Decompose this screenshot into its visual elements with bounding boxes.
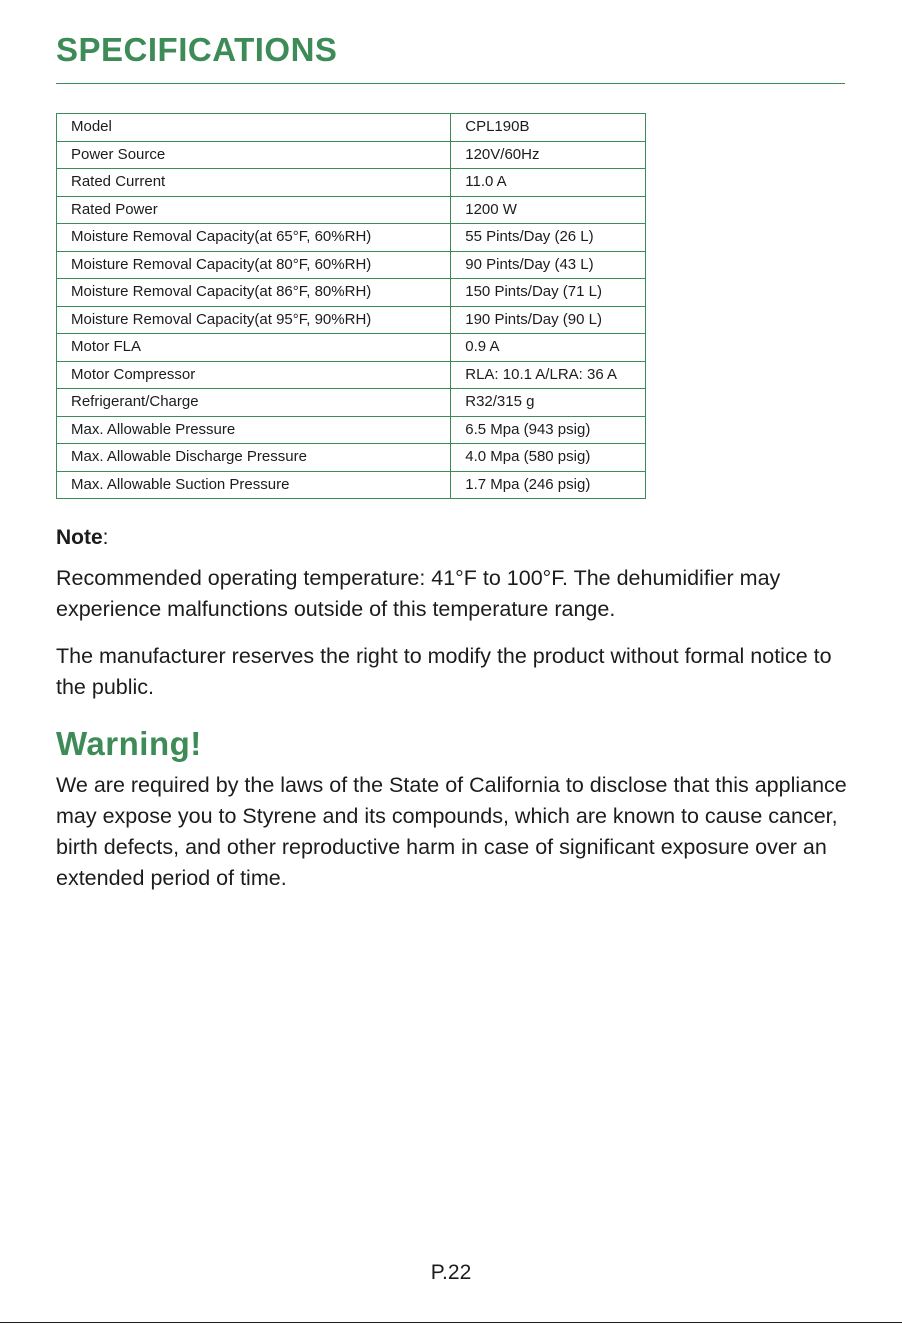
spec-value: 120V/60Hz: [451, 141, 646, 169]
table-row: [57, 334, 646, 362]
spec-value: 1.7 Mpa (246 psig): [451, 471, 646, 499]
table-row: [57, 389, 646, 417]
table-row: [57, 416, 646, 444]
bottom-divider: [0, 1322, 902, 1323]
table-row: [57, 251, 646, 279]
spec-label: Model: [57, 114, 451, 142]
spec-label: Moisture Removal Capacity(at 80°F, 60%RH): [57, 251, 451, 279]
spec-value: 4.0 Mpa (580 psig): [451, 444, 646, 472]
table-row: [57, 196, 646, 224]
table-row: [57, 114, 646, 142]
title-divider: [56, 83, 845, 84]
spec-label: Rated Current: [57, 169, 451, 197]
spec-label: Power Source: [57, 141, 451, 169]
spec-value: 0.9 A: [451, 334, 646, 362]
note-label: Note: [56, 526, 103, 549]
specifications-table: [56, 113, 646, 499]
table-row: [57, 361, 646, 389]
spec-label: Rated Power: [57, 196, 451, 224]
spec-label: Max. Allowable Suction Pressure: [57, 471, 451, 499]
spec-value: 90 Pints/Day (43 L): [451, 251, 646, 279]
note-paragraph-modification: The manufacturer reserves the right to modify the product without formal notice to the public.: [56, 644, 832, 699]
warning-text: We are required by the laws of the State of California to disclose that this appliance may expose you to Styrene and its compounds, which are known to cause cancer, birth defects, and other reproductive harm in case of significant exposure over an extended period of time.: [56, 773, 847, 890]
spec-value: R32/315 g: [451, 389, 646, 417]
table-row: [57, 279, 646, 307]
note-paragraph-operating-temperature: Recommended operating temperature: 41°F to 100°F. The dehumidifier may experience malfunctions outside of this temperature range.: [56, 566, 781, 621]
spec-value: 190 Pints/Day (90 L): [451, 306, 646, 334]
note-colon: :: [102, 526, 109, 549]
spec-value: RLA: 10.1 A/LRA: 36 A: [451, 361, 646, 389]
spec-value: 55 Pints/Day (26 L): [451, 224, 646, 252]
spec-label: Refrigerant/Charge: [57, 389, 451, 417]
spec-value: 1200 W: [451, 196, 646, 224]
table-row: [57, 169, 646, 197]
table-row: [57, 224, 646, 252]
table-row: [57, 471, 646, 499]
spec-label: Motor FLA: [57, 334, 451, 362]
spec-label: Max. Allowable Discharge Pressure: [57, 444, 451, 472]
note-heading: [56, 524, 109, 552]
spec-label: Max. Allowable Pressure: [57, 416, 451, 444]
warning-heading: Warning!: [56, 725, 202, 762]
spec-label: Moisture Removal Capacity(at 86°F, 80%RH): [57, 279, 451, 307]
page-number: P.22: [430, 1261, 472, 1284]
spec-value: 11.0 A: [451, 169, 646, 197]
spec-label: Motor Compressor: [57, 361, 451, 389]
page-title: SPECIFICATIONS: [56, 31, 338, 68]
spec-value: CPL190B: [451, 114, 646, 142]
spec-label: Moisture Removal Capacity(at 65°F, 60%RH): [57, 224, 451, 252]
spec-label: Moisture Removal Capacity(at 95°F, 90%RH): [57, 306, 451, 334]
table-row: [57, 444, 646, 472]
spec-value: 6.5 Mpa (943 psig): [451, 416, 646, 444]
spec-value: 150 Pints/Day (71 L): [451, 279, 646, 307]
table-row: [57, 306, 646, 334]
table-row: [57, 141, 646, 169]
